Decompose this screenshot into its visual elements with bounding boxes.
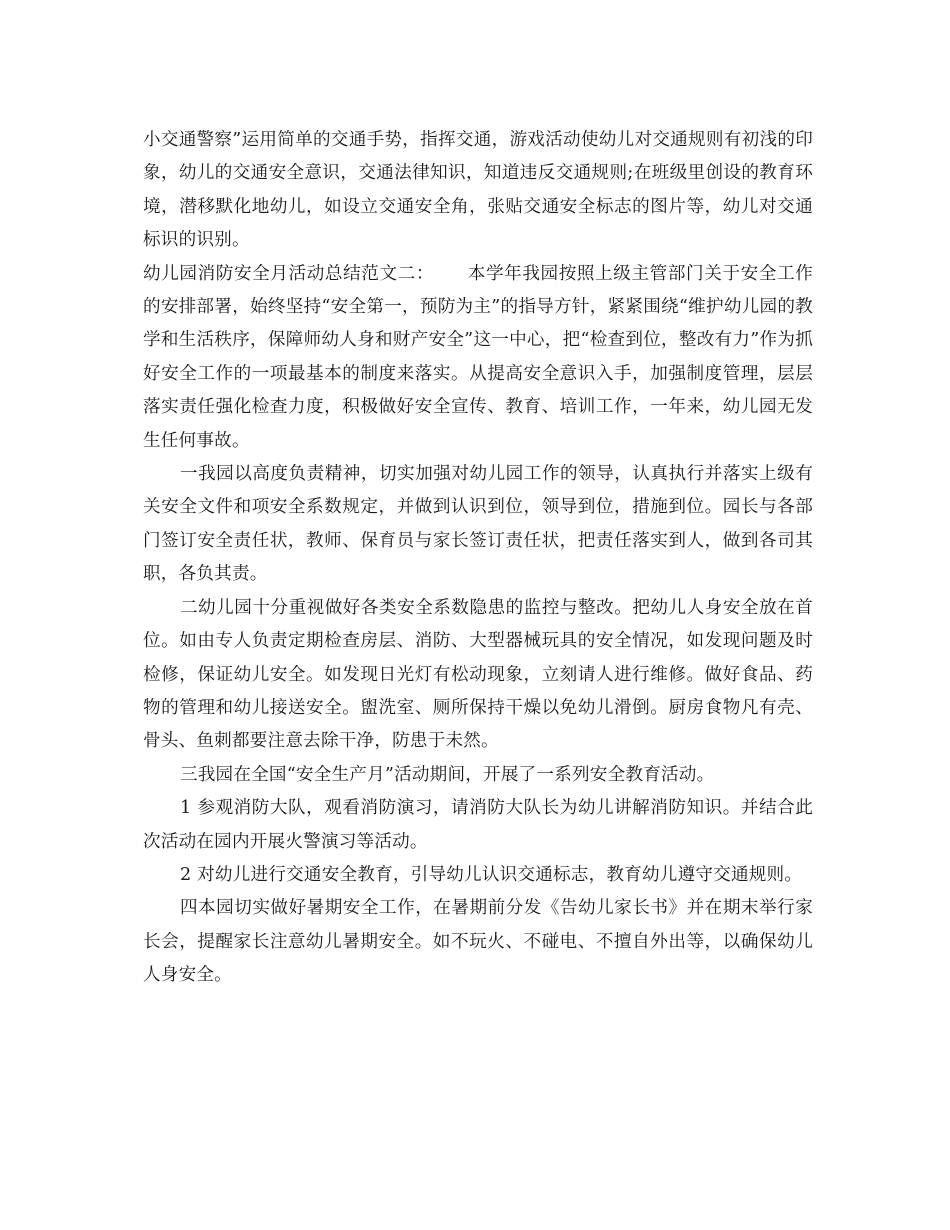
paragraph-section-one: 一我园以高度负责精神，切实加强对幼儿园工作的领导，认真执行并落实上级有关安全文件和项安全系数规定，并做到认识到位，领导到位，措施到位。园长与各部门签订安全责任状，教师、保育员与家长签订责任状，把责任落实到人，做到各司其职，各负其责。 <box>143 464 813 585</box>
paragraph-traffic-police-game: 小交通警察”运用简单的交通手势，指挥交通，游戏活动使幼儿对交通规则有初浅的印象，幼儿的交通安全意识，交通法律知识，知道违反交通规则;在班级里创设的教育环境，潜移默化地幼儿，如设立交通安全角，张贴交通安全标志的图片等，幼儿对交通标识的识别。 <box>143 130 813 251</box>
paragraph-item-one: 1 参观消防大队，观看消防演习，请消防大队长为幼儿讲解消防知识。并结合此次活动在园内开展火警演习等活动。 <box>143 798 813 852</box>
paragraph-section-three: 三我园在全国“安全生产月”活动期间，开展了一系列安全教育活动。 <box>179 764 715 785</box>
paragraph-item-two: 2 对幼儿进行交通安全教育，引导幼儿认识交通标志，教育幼儿遵守交通规则。 <box>179 864 803 885</box>
paragraph-summary-two-intro: 幼儿园消防安全月活动总结范文二： 本学年我园按照上级主管部门关于安全工作的安排部署，始终坚持“安全第一，预防为主”的指导方针，紧紧围绕“维护幼儿园的教学和生活秩序，保障师幼人身和财产安全”这一中心，把“检查到位，整改有力”作为抓好安全工作的一项最基本的制度来落实。从提高安全意识入手，加强制度管理，层层落实责任强化检查力度，积极做好安全宣传、教育、培训工作，一年来，幼儿园无发生任何事故。 <box>143 263 813 451</box>
paragraph-section-two: 二幼儿园十分重视做好各类安全系数隐患的监控与整改。把幼儿人身安全放在首位。如由专人负责定期检查房层、消防、大型器械玩具的安全情况，如发现问题及时检修，保证幼儿安全。如发现日光灯有松动现象，立刻请人进行维修。做好食品、药物的管理和幼儿接送安全。盥洗室、厕所保持干燥以免幼儿滑倒。厨房食物凡有壳、骨头、鱼刺都要注意去除干净，防患于未然。 <box>143 597 813 752</box>
paragraph-section-four: 四本园切实做好暑期安全工作，在暑期前分发《告幼儿家长书》并在期末举行家长会，提醒家长注意幼儿暑期安全。如不玩火、不碰电、不擅自外出等，以确保幼儿人身安全。 <box>143 898 813 986</box>
document-body <box>143 124 813 993</box>
